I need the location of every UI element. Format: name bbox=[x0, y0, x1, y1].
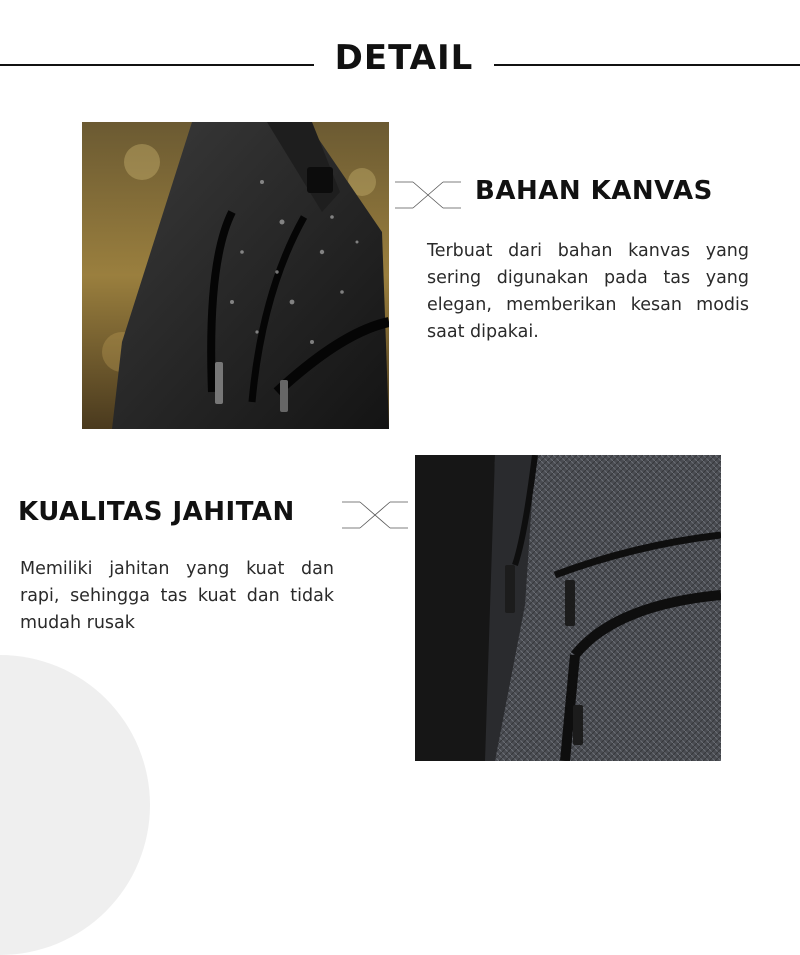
ornament-icon bbox=[393, 180, 463, 214]
stitching-quality-photo bbox=[415, 455, 721, 761]
ornament-icon bbox=[340, 500, 410, 534]
feature-description: Terbuat dari bahan kanvas yang sering digunakan pada tas yang elegan, memberikan kesan modis saat dipakai. bbox=[427, 241, 749, 342]
page-title: DETAIL bbox=[334, 38, 474, 78]
feature-description: Memiliki jahitan yang kuat dan rapi, sehingga tas kuat dan tidak mudah rusak bbox=[20, 559, 334, 633]
title-rule-right bbox=[494, 64, 800, 66]
title-rule-left bbox=[0, 64, 314, 66]
canvas-material-photo bbox=[82, 122, 389, 429]
feature-heading: BAHAN KANVAS bbox=[475, 176, 713, 206]
background-circle bbox=[0, 655, 150, 955]
feature-heading: KUALITAS JAHITAN bbox=[18, 497, 295, 527]
